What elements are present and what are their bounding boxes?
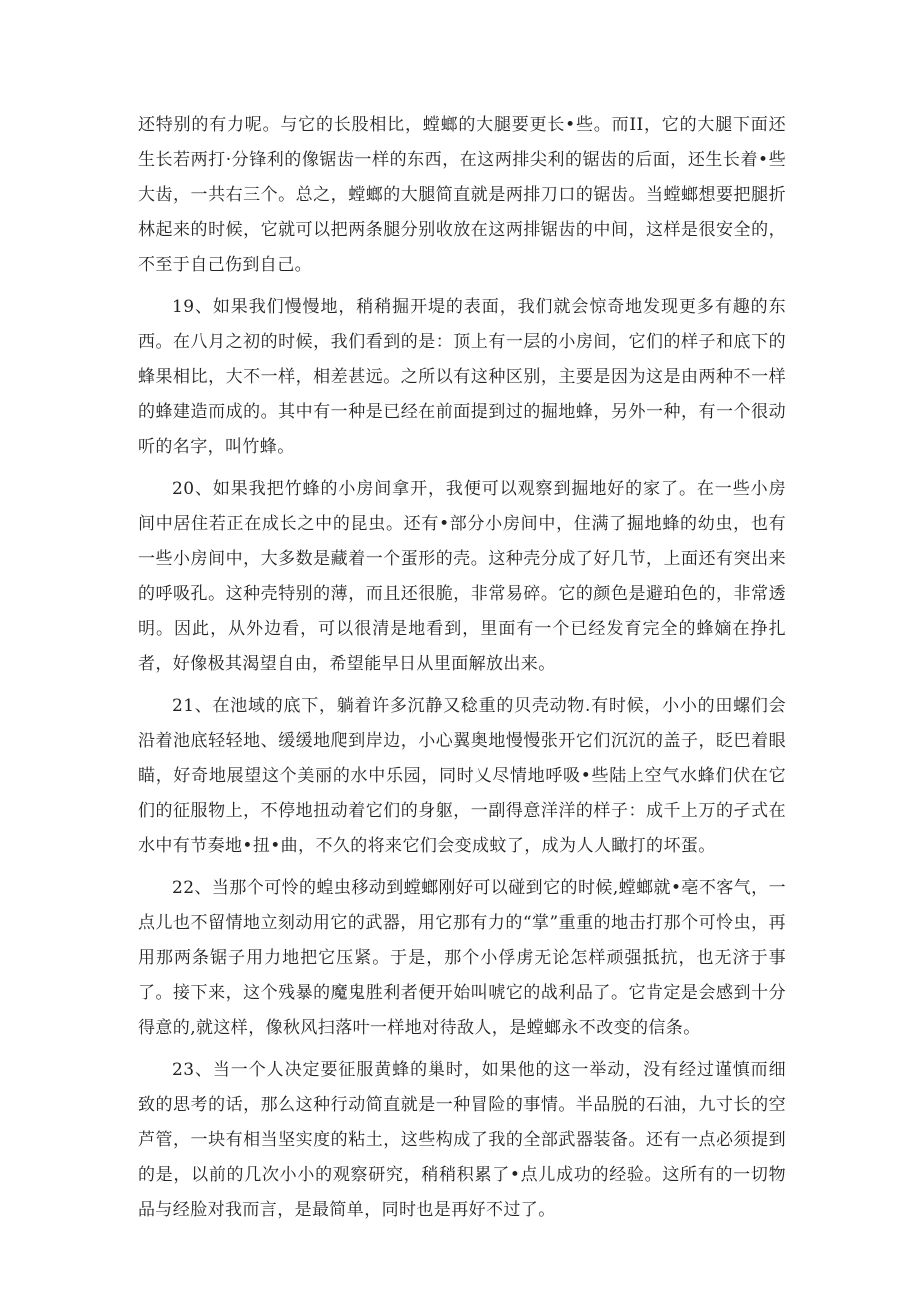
paragraph-19: 19、如果我们慢慢地，稍稍掘开堤的表面，我们就会惊奇地发现更多有趣的东西。在八月之初的时候，我们看到的是：顶上有一层的小房间，它们的样子和底下的蜂果相比，大不一样，相差甚远。之所以有这种区别，主要是因为这是由两种不一样的蜂建造而成的。其中有一种是已经在前面提到过的掘地蜂，另外一种，有一个很动听的名字，叫竹蜂。 [138,297,786,457]
paragraph-21: 21、在池域的底下，躺着许多沉静又稔重的贝壳动物.有时候，小小的田螺们会沿着池底轻轻地、缓缓地爬到岸边，小心翼奥地慢慢张开它们沉沉的盖子，眨巴着眼瞄，好奇地展望这个美丽的水中乐园，同时乂尽情地呼吸•些陆上空气水蜂们伏在它们的征服物上，不停地扭动着它们的身躯，一副得意洋洋的样子：成千上万的孑式在水中有节奏地•扭•曲，不久的将来它们会变成蚊了，成为人人瞰打的坏蛋。 [138,696,786,856]
document-page [138,108,786,1235]
paragraph-mantis-legs: 还特别的有力呢。与它的长股相比，螳螂的大腿要更长•些。而II，它的大腿下面还生长若两打·分锋利的像锯齿一样的东西，在这两排尖利的锯齿的后面，还生长着•些大齿，一共右三个。总之，螳螂的大腿简直就是两排刀口的锯齿。当螳螂想要把腿折林起来的时候，它就可以把两条腿分别收放在这两排锯齿的中间，这样是很安全的，不至于自己伤到自己。 [138,115,786,275]
paragraph-23: 23、当一个人决定要征服黄蜂的巢时，如果他的这一举动，没有经过谨慎而细致的思考的话，那么这种行动简直就是一种冒险的事情。半品脱的石油，九寸长的空芦管，一块有相当坚实度的粘土，这些构成了我的全部武器装备。还有一点必须提到的是，以前的几次小小的观察研究，稍稍积累了•点儿成功的经验。这所有的一切物品与经脸对我而言，是最简单，同时也是再好不过了。 [138,1060,786,1220]
paragraph-22: 22、当那个可怜的蝗虫移动到螳螂刚好可以碰到它的时候,螳螂就•亳不客气，一点儿也不留情地立刻动用它的武器，用它那有力的“掌”重重的地击打那个可怜虫，再用那两条锯子用力地把它压紧。于是，那个小俘虏无论怎样顽强抵抗，也无济于事了。接下来，这个残暴的魔鬼胜利者便开始叫唬它的战利品了。它肯定是会感到十分得意的,就这样，像秋风扫落叶一样地对待敌人，是螳螂永不改变的信条。 [138,878,786,1038]
paragraph-20: 20、如果我把竹蜂的小房间拿开，我便可以观察到掘地好的家了。在一些小房间中居住若正在成长之中的昆虫。还有•部分小房间中，住满了掘地蜂的幼虫，也有一些小房间中，大多数是藏着一个蛋形的壳。这种壳分成了好几节，上面还有突出来的呼吸孔。这种壳特别的薄，而且还很脆，非常易碎。它的颜色是避珀色的，非常透明。因此，从外边看，可以很清是地看到，里面有一个已经发育完全的蜂嫡在挣扎者，好像极其渴望自由，希望能早日从里面解放出来。 [138,479,786,674]
